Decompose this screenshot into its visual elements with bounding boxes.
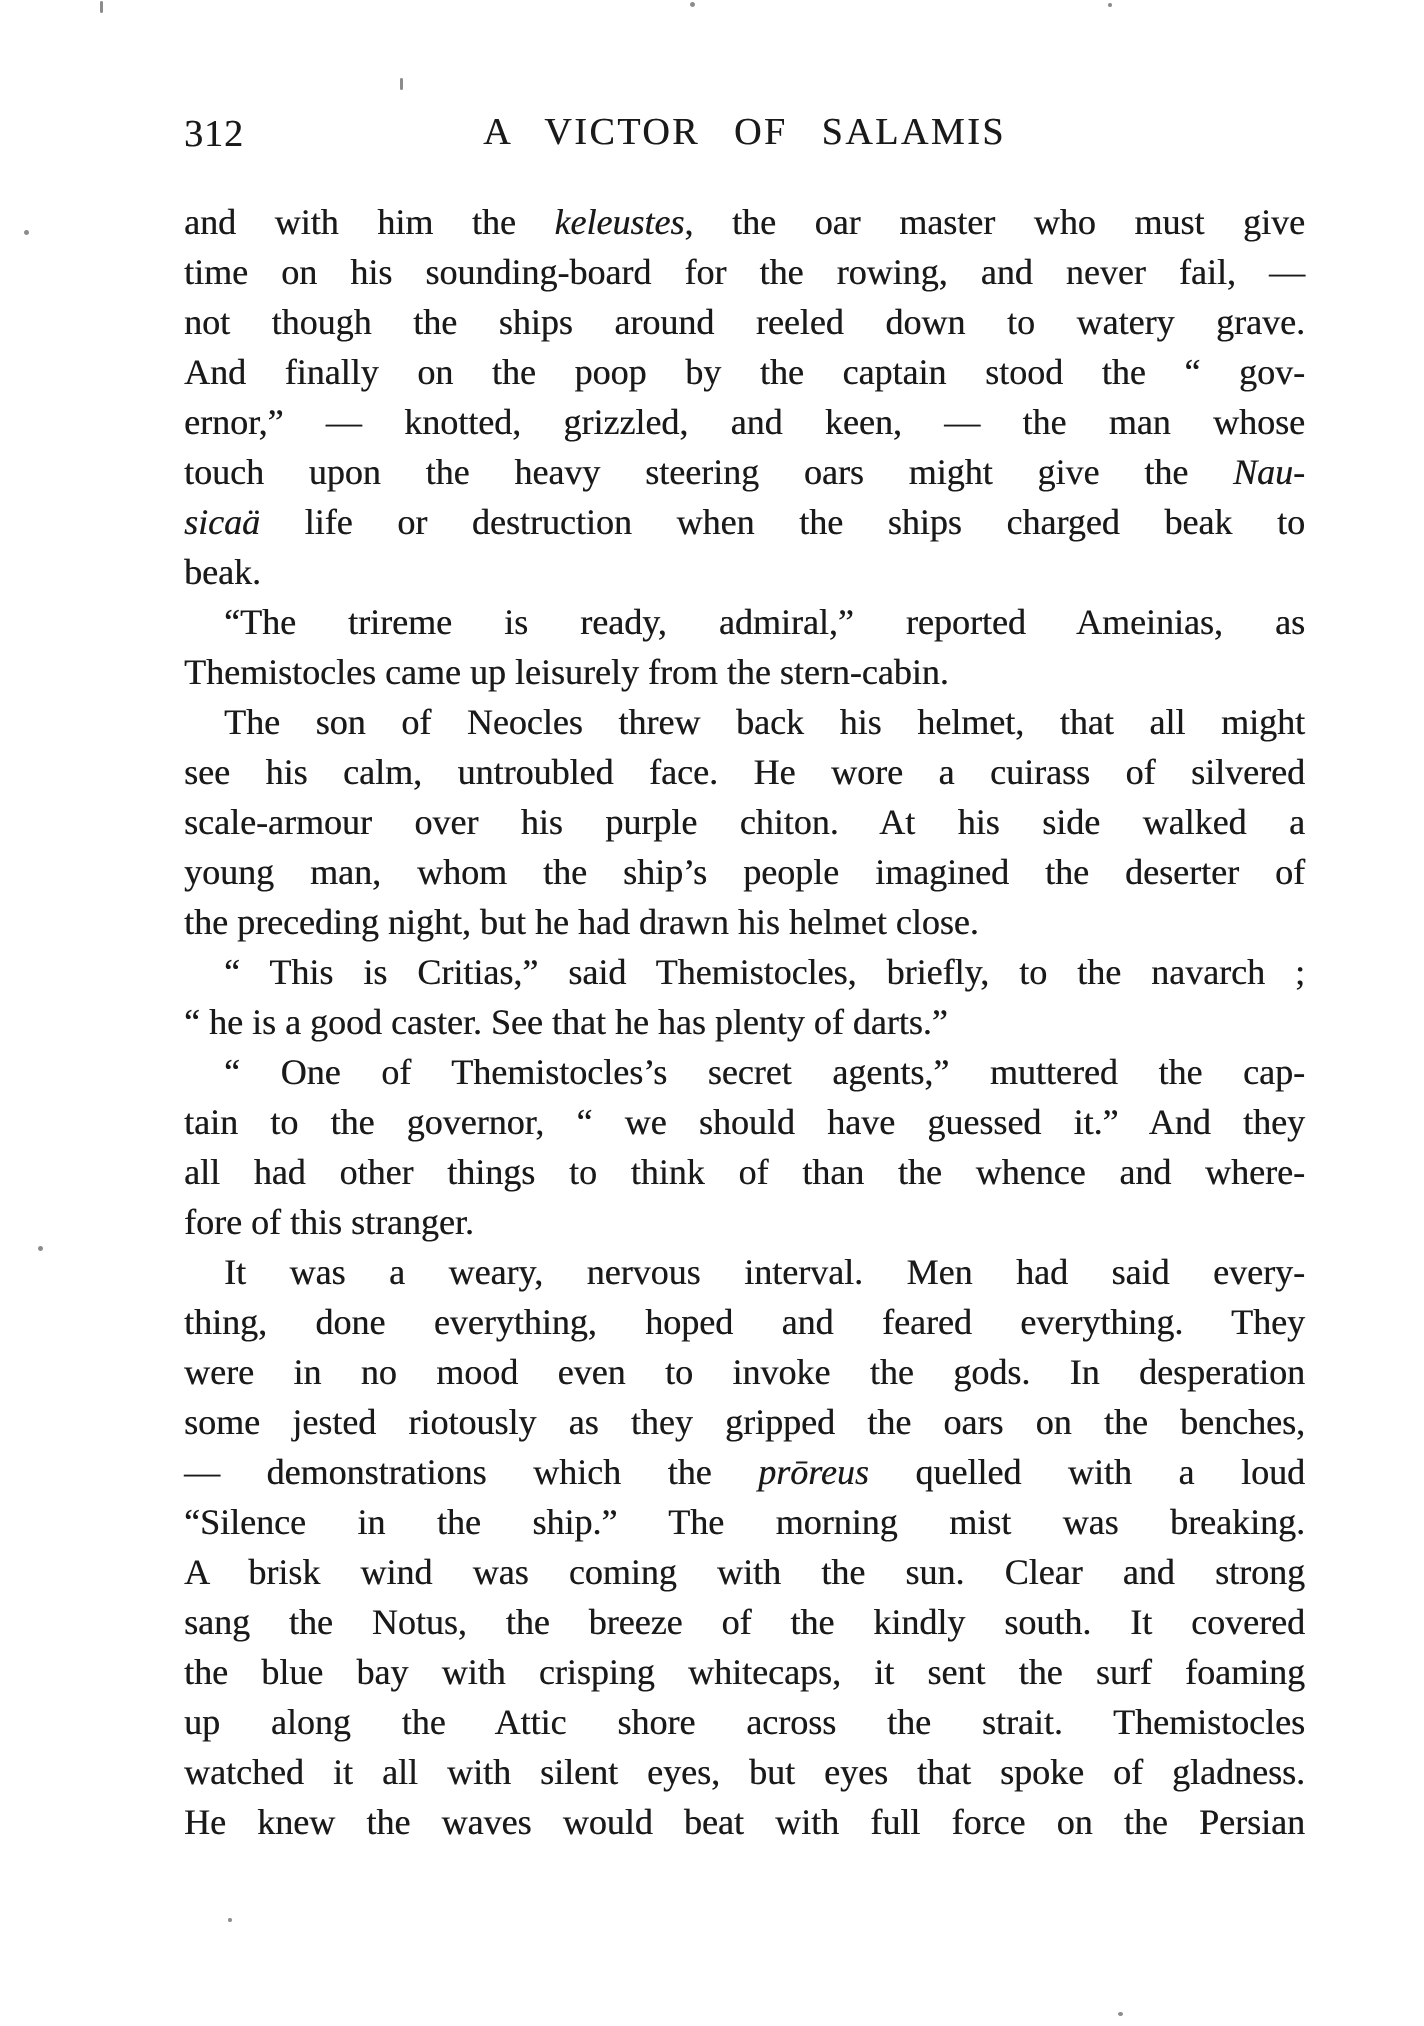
text-line [184,1397,1305,1447]
text-segment: “Silence in the ship.” The morning mist was breaking. [184,1502,1305,1542]
text-segment: some jested riotously as they gripped the oars on the benches, [184,1402,1305,1442]
page-number: 312 [184,113,244,155]
paragraph [184,197,1305,597]
text-segment: life or destruction when the ships charged beak to [260,502,1305,542]
text-segment: Themistocles came up leisurely from the stern-cabin. [184,652,949,692]
text-line [184,1147,1305,1197]
text-segment: all had other things to think of than the whence and where- [184,1152,1305,1192]
text-segment: , the oar master who must give [684,202,1306,242]
text-line [184,447,1305,497]
text-line [184,397,1305,447]
text-segment: ernor,” — knotted, grizzled, and keen, — the man whose [184,402,1305,442]
scan-artifact [228,1918,232,1922]
text-line [184,1197,1305,1247]
text-segment: see his calm, untroubled face. He wore a cuirass of silvered [184,752,1305,792]
text-segment: thing, done everything, hoped and feared everything. They [184,1302,1305,1342]
text-segment: beak. [184,552,261,592]
text-line [184,1697,1305,1747]
text-line [184,847,1305,897]
paragraph [184,1247,1305,1847]
text-block [184,197,1305,1847]
text-segment: up along the Attic shore across the strait. Themistocles [184,1702,1305,1742]
text-line [184,797,1305,847]
scan-artifact [1108,3,1112,7]
paragraph [184,697,1305,947]
italic-term: keleustes [554,202,685,242]
text-line [184,1647,1305,1697]
text-line [184,1347,1305,1397]
text-line [184,197,1305,247]
italic-term: sicaä [184,502,260,542]
paragraph [184,947,1305,1047]
text-segment: quelled with a loud [868,1452,1305,1492]
text-line [184,1547,1305,1597]
text-line [184,1447,1305,1497]
text-line [184,697,1305,747]
text-segment: “ One of Themistocles’s secret agents,” muttered the cap- [224,1052,1305,1092]
text-segment: touch upon the heavy steering oars might give the [184,452,1233,492]
text-line [184,597,1305,647]
paragraph [184,597,1305,697]
text-segment: fore of this stranger. [184,1202,474,1242]
running-title: A VICTOR OF SALAMIS [483,111,1006,153]
text-line [184,947,1305,997]
text-segment: And finally on the poop by the captain stood the “ gov- [184,352,1305,392]
scan-artifact [400,78,403,90]
text-segment: young man, whom the ship’s people imagined the deserter of [184,852,1305,892]
text-segment: the blue bay with crisping whitecaps, it sent the surf foaming [184,1652,1305,1692]
text-line [184,497,1305,547]
text-segment: “ This is Critias,” said Themistocles, briefly, to the navarch ; [224,952,1305,992]
text-line [184,347,1305,397]
scan-artifact [24,230,29,235]
text-line [184,1047,1305,1097]
text-segment: tain to the governor, “ we should have guessed it.” And they [184,1102,1305,1142]
italic-term: prōreus [758,1452,869,1492]
text-segment: were in no mood even to invoke the gods. In desperation [184,1352,1305,1392]
text-segment: A brisk wind was coming with the sun. Clear and strong [184,1552,1305,1592]
scan-artifact [1118,2012,1123,2016]
text-line [184,297,1305,347]
text-line [184,647,1305,697]
text-segment: and with him the [184,202,555,242]
text-segment: — demonstrations which the [184,1452,759,1492]
italic-term: Nau- [1233,452,1305,492]
text-line [184,897,1305,947]
text-segment: time on his sounding-board for the rowing, and never fail, — [184,252,1305,292]
text-line [184,1797,1305,1847]
text-segment: scale-armour over his purple chiton. At his side walked a [184,802,1305,842]
text-line [184,547,1305,597]
text-line [184,1497,1305,1547]
scan-artifact [690,2,695,7]
text-segment: the preceding night, but he had drawn his helmet close. [184,902,979,942]
text-line [184,247,1305,297]
text-line [184,1297,1305,1347]
text-line [184,1597,1305,1647]
paragraph [184,1047,1305,1247]
text-segment: He knew the waves would beat with full force on the Persian [184,1802,1305,1842]
scan-artifact [100,1,103,13]
text-segment: It was a weary, nervous interval. Men had said every- [224,1252,1305,1292]
text-segment: sang the Notus, the breeze of the kindly south. It covered [184,1602,1305,1642]
text-line [184,747,1305,797]
text-line [184,1747,1305,1797]
page-header [184,110,1305,160]
text-line [184,1247,1305,1297]
text-segment: “ he is a good caster. See that he has plenty of darts.” [184,1002,948,1042]
scan-artifact [38,1246,43,1251]
text-segment: “The trireme is ready, admiral,” reported Ameinias, as [224,602,1305,642]
text-segment: not though the ships around reeled down to watery grave. [184,302,1305,342]
text-segment: The son of Neocles threw back his helmet, that all might [224,702,1305,742]
text-line [184,1097,1305,1147]
text-segment: watched it all with silent eyes, but eyes that spoke of gladness. [184,1752,1305,1792]
text-line [184,997,1305,1047]
